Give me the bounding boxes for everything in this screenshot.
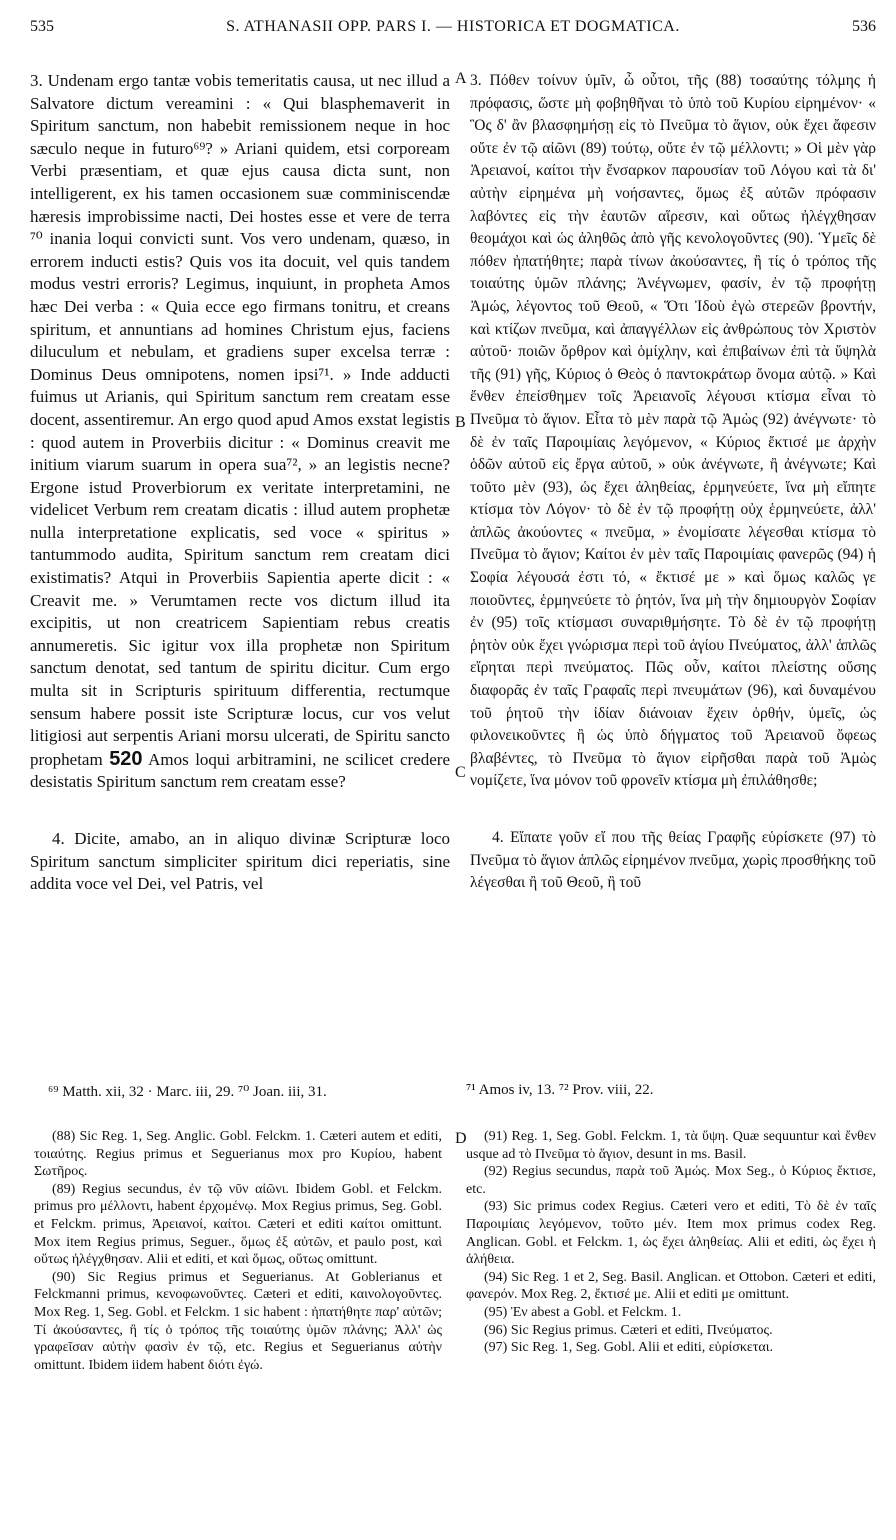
footnote: (90) Sic Regius primus et Seguerianus. At Goblerianus et Felckmanni primus, κενοφωνοῦντες. Cæteri et editi, καινολογοῦντες. Mox Reg. 1, Seg. Gobl. et Felckm. 1 sic habent : ἠπατήθητε παρ' αὐτῶν; Τί ἀκούσαντες, ἢ τίς ὁ τρόπος τῆς τοιαύτης ὑμῶν πλάνης; Ἀλλ' ὡς γραφεῖσαν αὐτὴν φασὶν ἐν τῷ, etc. Regius et Seguerianus αὐτὴν omittunt. Ibidem iidem habent διότι ἐγώ. <box>34 1269 442 1373</box>
latin-paragraph-3-text: 3. Undenam ergo tantæ vobis temeritatis causa, ut nec illud a Salvatore dictum vereamini : « Qui blasphemaverit in Spiritum sanctum, non habebit remissionem neque in hoc sæculo neque in futuro⁶⁹? » Ariani quidem, etsi corpoream Verbi præsentiam, et quæ ejus causa dicta sunt, non intelligerent, ex his tamen occasionem suæ comminiscendæ hæresis improbissime nacti, Dei hostes esse et vere de terra ⁷⁰ inania loqui convicti sunt. Vos vero undenam, quæso, in errorem inducti estis? Quis vos ita docuit, vel quis tandem modus vestri erroris? Legimus, inquiunt, in propheta Amos hæc Dei verba : « Quia ecce ego firmans tonitru, et creans spiritum, et annuntians ad homines Christum ejus, faciens diluculum et nebulam, et gradiens super excelsa terræ : Dominus Deus omnipotens, nomen ipsi⁷¹. » Inde adducti fuimus ut Arianis, qui Spiritum sanctum rem creatam esse docent, assentiremur. An ergo quod apud Amos exstat legistis : quod autem in Proverbiis dicitur : « Dominus creavit me initium viarum suarum in opera sua⁷², » an legistis necne? Ergone istud Proverbiorum ex veritate interpretamini, ne videlicet Verbum rem creatam dicatis : illud autem prophetæ nulla interpretatione explicatis, sed voce « spiritus » tantummodo audita, Spiritum sanctum rem creatam dici existimatis? Atqui in Proverbiis Sapientia aperte dicit : « Creavit me. » Verumtamen recte vos dictum illud ita excipitis, ut non creatricem Sapientiam rebus creatis annumeretis. Sic igitur vox illa prophetæ non Spiritum sanctum denotat, sed tantum de spiritu dicitur. Cum ergo multa sit in Scripturis spirituum differentia, rectumque sensum habere possit iste Scripturæ locus, cur vos velut litigiosi aut serpentis Ariani morsu ulcerati, de Spiritu sancto prophetam <box>30 71 450 769</box>
footnotes-right <box>466 1128 876 1357</box>
footnote: (96) Sic Regius primus. Cæteri et editi, Πνεύματος. <box>484 1322 773 1338</box>
latin-scripture-refs: ⁶⁹ Matth. xii, 32 · Marc. iii, 29. ⁷⁰ Joan. iii, 31. <box>48 1084 327 1100</box>
running-title: S. ATHANASII OPP. PARS I. — HISTORICA ET DOGMATICA. <box>226 18 680 35</box>
greek-scripture-refs: ⁷¹ Amos iv, 13. ⁷² Prov. viii, 22. <box>466 1082 654 1098</box>
greek-paragraph-4: 4. Εἴπατε γοῦν εἴ που τῆς θείας Γραφῆς εὑρίσκετε (97) τὸ Πνεῦμα τὸ ἅγιον ἁπλῶς εἰρημένον πνεῦμα, χωρὶς προσθήκης τοῦ λέγεσθαι ἢ τοῦ Θεοῦ, ἢ τοῦ <box>470 829 876 892</box>
greek-column <box>470 70 876 895</box>
running-header <box>30 18 876 44</box>
latin-column <box>30 70 450 896</box>
footnote: (88) Sic Reg. 1, Seg. Anglic. Gobl. Felckm. 1. Cæteri autem et editi, τοιαύτης. Regius primus et Seguerianus mox pro Κυρίου, habent Σωτῆρος. <box>34 1129 442 1180</box>
margin-marker-c: C <box>455 764 466 781</box>
footnote: (89) Regius secundus, ἐν τῷ νῦν αἰῶνι. Ibidem Gobl. et Felckm. primus pro μέλλοντι, habent ἐρχομένῳ. Mox Regius primus, Seg. Gobl. et Felckm. primus, Ἀρειανοί, καίτοι. Cæteri et editi καίτοι omittunt. Mox item Regius primus, Seguer., ὅμως ἐξ αὐτῶν, et paulo post, καὶ οὕτως ἠλέγχθησαν. Alii et editi, et καὶ ὅμως, οὕτως omittunt. <box>34 1181 442 1268</box>
footnote: (94) Sic Reg. 1 et 2, Seg. Basil. Anglican. et Ottobon. Cæteri et editi, φανερόν. Mox Reg. 2, ἔκτισέ με. Alii et editi με omittunt. <box>466 1269 876 1303</box>
page-number-left: 535 <box>30 18 54 35</box>
greek-paragraph-3: 3. Πόθεν τοίνυν ὑμῖν, ὦ οὗτοι, τῆς (88) τοσαύτης τόλμης ἡ πρόφασις, ὥστε μὴ φοβηθῆναι τὸ ὑπὸ τοῦ Κυρίου εἰρημένον· « Ὃς δ' ἂν βλασφημήσῃ εἰς τὸ Πνεῦμα τὸ ἅγιον, οὐκ ἔχει ἄφεσιν οὔτε ἐν τῷ αἰῶνι (89) τούτῳ, οὔτε ἐν τῷ μέλλοντι; » Οἱ μὲν γὰρ Ἀρειανοί, καίτοι τὴν ἔνσαρκον παρουσίαν τοῦ Λόγου καὶ τὰ δι' αὐτὴν εἰρημένα μὴ νοήσαντες, ὅμως ἐξ αὐτῶν πρόφασιν λαβόντες εἰς τὴν ἑαυτῶν αἵρεσιν, καὶ οὕτως ἠλέγχθησαν θεομάχοι καὶ ὡς ἀληθῶς ἀπὸ γῆς κενολογοῦντες (90). Ὑμεῖς δὲ πόθεν ἠπατήθητε; παρὰ τίνων ἀκούσαντες, ἢ τίς ὁ τρόπος τῆς τοιαύτης ὑμῶν πλάνης; Ἀνέγνωμεν, φασίν, ἐν τῷ προφήτῃ Ἀμώς, λέγοντος τοῦ Θεοῦ, « Ὅτι Ἰδοὺ ἐγὼ στερεῶν βροντήν, καὶ κτίζων πνεῦμα, καὶ ἀπαγγέλλων εἰς ἀνθρώπους τὸν Χριστὸν αὐτοῦ· ποιῶν ὄρθρον καὶ ὁμίχλην, καὶ ἐπιβαίνων ἐπὶ τὰ ὕψηλὰ τῆς (91) γῆς, Κύριος ὁ Θεὸς ὁ παντοκράτωρ ὄνομα αὐτῷ. » Καὶ ἔνθεν ἐπείσθημεν τοῖς Ἀρειανοῖς λέγουσι κτίσμα εἶναι τὸ Πνεῦμα τὸ ἅγιον. Εἶτα τὸ μὲν παρὰ τῷ Ἀμὼς (92) ἀνέγνωτε· τὸ δὲ ἐν ταῖς Παροιμίαις λεγόμενον, « Κύριος ἔκτισέ με ἀρχὴν ὁδῶν αὐτοῦ εἰς ἔργα αὐτοῦ, » οὐκ ἀνέγνωτε, ἢ ἀνέγνωτε; Καὶ τοῦτο μὲν (93), ὡς ἔχει ἀληθείας, ἑρμηνεύετε, ἵνα μὴ εἴπητε κτίσμα τὸν Λόγον· τὸ δὲ ἐν τῷ προφήτῃ οὐχ ἑρμηνεύετε, ἀλλ' ἁπλῶς ἀκούοντες « πνεῦμα, » ἐνομίσατε λέγεσθαι κτίσμα τὸ Πνεῦμα τὸ ἅγιον; Καίτοι ἐν μὲν ταῖς Παροιμίαις φανερῶς (94) ἡ Σοφία λέγουσά ἐστι τό, « ἔκτισέ με » καὶ ὅμως καλῶς γε ποιοῦντες, ἑρμηνεύετε τὸ ῥητόν, ἵνα μὴ τὴν δημιουργὸν Σοφίαν ἐν (95) τοῖς κτίσμασι συναριθμήσητε. Τὸ δὲ ἐν τῷ προφήτῃ ῥητὸν οὐκ ἔχει γνώρισμα περὶ τοῦ ἁγίου Πνεύματος, ἀλλ' ἁπλῶς εἴρηται περὶ πνεύματος. Πῶς οὖν, καίτοι πλείστης οὔσης διαφορᾶς ἐν ταῖς Γραφαῖς περὶ πνευμάτων (96), καὶ δυναμένου τοῦ ῥητοῦ τὴν ἰδίαν διάνοιαν ἔχειν ὀρθήν, ὑμεῖς, ὡς φιλονεικοῦντες ἢ ὡς ὑπὸ δήγματος τοῦ Ἀρειανοῦ ὄφεως βλαβέντες, τὸ Πνεῦμα τὸ ἅγιον εἰρῆσθαι παρὰ τοῦ Ἀμὼς νομίζετε, ἵνα μόνον τοῦ φρονεῖν κτίσμα μὴ ἐπιλάθησθε; <box>470 72 876 790</box>
margin-marker-d: D <box>455 1130 467 1147</box>
footnote: (92) Regius secundus, παρὰ τοῦ Ἀμώς. Mox Seg., ὁ Κύριος ἔκτισε, etc. <box>466 1164 876 1197</box>
footnote: (91) Reg. 1, Seg. Gobl. Felckm. 1, τὰ ὕψη. Quæ sequuntur καὶ ἔνθεν usque ad τὸ Πνεῦμα τὸ ἅγιον, desunt in ms. Basil. <box>466 1129 876 1162</box>
latin-paragraph-4: 4. Dicite, amabo, an in aliquo divinæ Scripturæ loco Spiritum sanctum simpliciter spiritum dici reperiatis, sine addita voce vel Dei, vel Patris, vel <box>30 829 450 894</box>
latin-paragraph-3 <box>30 70 450 794</box>
footnotes-left <box>34 1128 442 1374</box>
footnote: (95) Ἐν abest a Gobl. et Felckm. 1. <box>484 1304 682 1320</box>
footnote: (93) Sic primus codex Regius. Cæteri vero et editi, Τὸ δὲ ἐν ταῖς Παροιμίαις λεγόμενον, τοῦτο μέν. Item mox primus codex Reg. Anglican. Gobl. et Felckm. 1, ὡς ἔχει ἀληθείας. Alii et editi, ὡς ἔχει ἡ ἀλήθεια. <box>466 1199 876 1268</box>
footnote: (97) Sic Reg. 1, Seg. Gobl. Alii et editi, εὑρίσκεται. <box>484 1340 774 1356</box>
page-number-right: 536 <box>852 18 876 35</box>
column-number: 520 <box>109 747 143 770</box>
margin-marker-a: A <box>455 70 467 87</box>
latin-paragraph-3-end: Amos loqui arbitramini, ne scilicet credere desistatis Spiritum sanctum rem creatam esse? <box>30 749 451 792</box>
margin-marker-b: B <box>455 414 466 431</box>
